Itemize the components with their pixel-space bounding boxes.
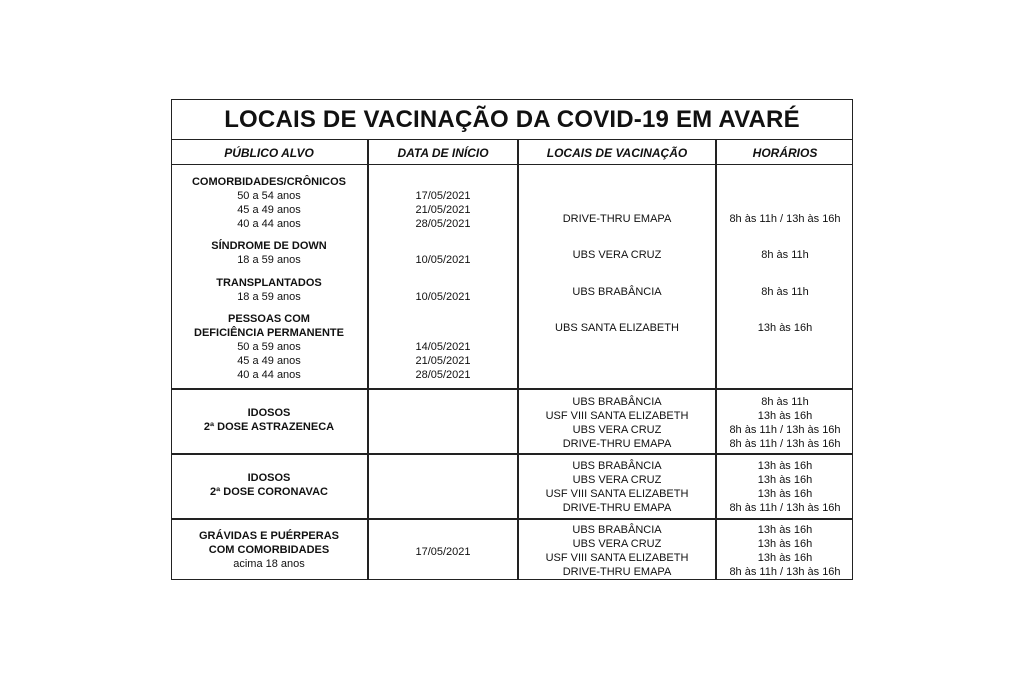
row-divider [172,453,852,455]
age-range: 18 a 59 anos [237,254,301,266]
schedule: 13h às 16h [757,488,813,500]
group-deficiencia-title: PESSOAS COM [228,313,310,325]
group-deficiencia-title: DEFICIÊNCIA PERMANENTE [194,327,344,339]
location: UBS VERA CRUZ [572,424,662,436]
location: UBS VERA CRUZ [572,249,662,261]
start-date: 21/05/2021 [415,355,471,367]
schedule: 13h às 16h [757,322,813,334]
schedule: 8h às 11h [761,396,809,408]
group-idosos-coronavac-title: 2ª DOSE CORONAVAC [210,486,328,498]
age-range: 50 a 54 anos [237,190,301,202]
header-data-inicio: DATA DE INÍCIO [397,145,489,160]
location: UBS SANTA ELIZABETH [555,322,679,334]
schedule: 13h às 16h [757,474,813,486]
schedule: 8h às 11h [761,249,809,261]
location: UBS BRABÂNCIA [572,286,662,298]
location: DRIVE-THRU EMAPA [562,502,672,514]
age-range: 40 a 44 anos [237,218,301,230]
location: UBS VERA CRUZ [572,474,662,486]
age-range: 40 a 44 anos [237,369,301,381]
start-date: 10/05/2021 [415,254,471,266]
start-date: 17/05/2021 [415,546,471,558]
schedule: 13h às 16h [757,552,813,564]
schedule: 8h às 11h [761,286,809,298]
schedule: 13h às 16h [757,524,813,536]
table-header [172,140,852,165]
start-date: 10/05/2021 [415,291,471,303]
age-range: 45 a 49 anos [237,204,301,216]
start-date: 21/05/2021 [415,204,471,216]
group-idosos-astrazeneca-title: 2ª DOSE ASTRAZENECA [203,421,335,433]
schedule: 8h às 11h / 13h às 16h [729,502,841,514]
group-gravidas-title: COM COMORBIDADES [208,544,330,556]
start-date: 28/05/2021 [415,369,471,381]
location: DRIVE-THRU EMAPA [562,213,672,225]
age-range: acima 18 anos [233,558,305,570]
location: DRIVE-THRU EMAPA [562,566,672,578]
location: USF VIII SANTA ELIZABETH [545,488,689,500]
schedule: 13h às 16h [757,460,813,472]
schedule: 8h às 11h / 13h às 16h [729,424,841,436]
location: USF VIII SANTA ELIZABETH [545,552,689,564]
group-idosos-astrazeneca-title: IDOSOS [247,407,291,419]
row-divider [172,518,852,520]
start-date: 17/05/2021 [415,190,471,202]
page-title: LOCAIS DE VACINAÇÃO DA COVID-19 EM AVARÉ [172,100,852,140]
schedule: 8h às 11h / 13h às 16h [729,213,841,225]
group-gravidas-title: GRÁVIDAS E PUÉRPERAS [199,530,339,542]
start-date: 14/05/2021 [415,341,471,353]
header-publico-alvo: PÚBLICO ALVO [224,145,314,160]
location: UBS BRABÂNCIA [572,396,662,408]
row-divider [172,388,852,390]
age-range: 50 a 59 anos [237,341,301,353]
location: UBS VERA CRUZ [572,538,662,550]
group-transplantados-title: TRANSPLANTADOS [216,277,322,289]
group-down-title: SÍNDROME DE DOWN [211,240,327,252]
location: UBS BRABÂNCIA [572,524,662,536]
header-horarios: HORÁRIOS [752,145,818,160]
start-date: 28/05/2021 [415,218,471,230]
age-range: 45 a 49 anos [237,355,301,367]
location: UBS BRABÂNCIA [572,460,662,472]
schedule: 13h às 16h [757,410,813,422]
age-range: 18 a 59 anos [237,291,301,303]
schedule: 13h às 16h [757,538,813,550]
schedule: 8h às 11h / 13h às 16h [729,438,841,450]
schedule: 8h às 11h / 13h às 16h [729,566,841,578]
header-locais: LOCAIS DE VACINAÇÃO [546,145,688,160]
group-comorbidades-title: COMORBIDADES/CRÔNICOS [191,176,346,188]
location: DRIVE-THRU EMAPA [562,438,672,450]
vaccination-table [171,99,853,580]
group-idosos-coronavac-title: IDOSOS [247,472,291,484]
location: USF VIII SANTA ELIZABETH [545,410,689,422]
